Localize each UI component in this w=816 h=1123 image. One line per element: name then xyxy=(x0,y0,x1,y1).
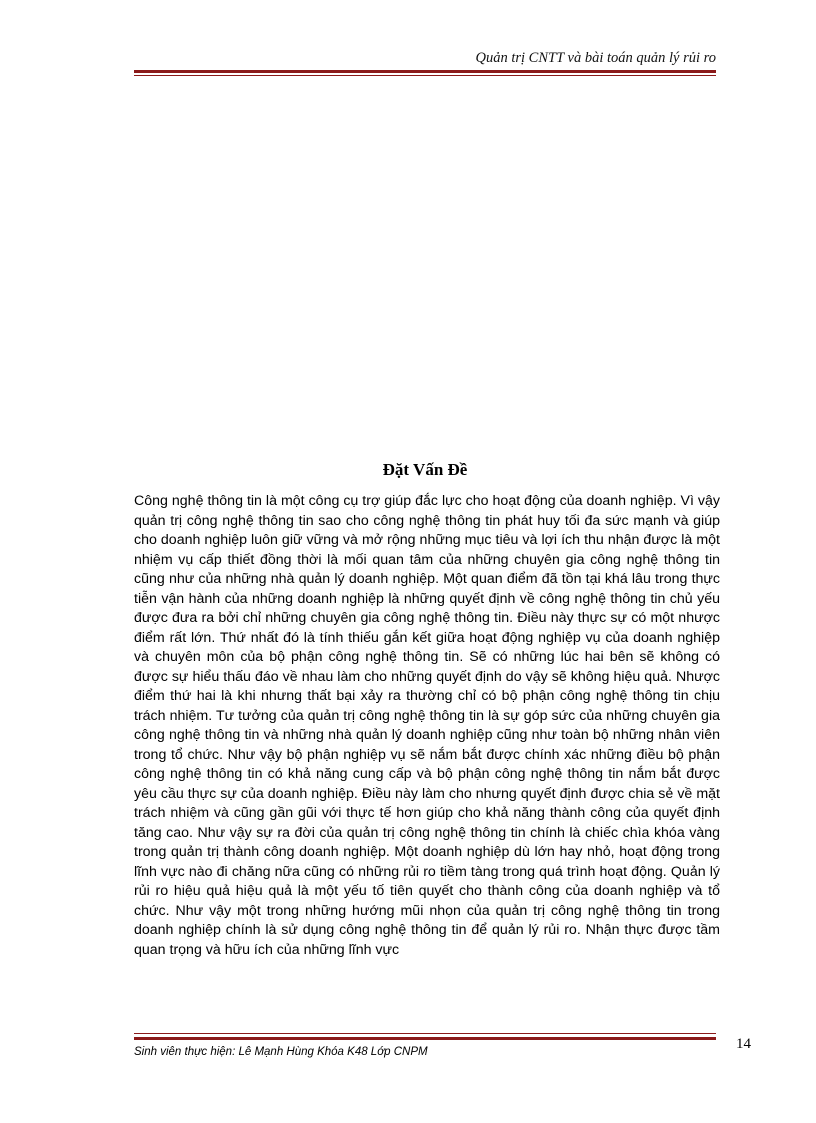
page-number: 14 xyxy=(736,1036,751,1052)
header-rule-thin xyxy=(134,75,716,76)
footer-author: Sinh viên thực hiện: Lê Mạnh Hùng Khóa K48 Lớp CNPM xyxy=(134,1046,428,1058)
footer-rule-thick xyxy=(134,1037,716,1040)
body-paragraph: Công nghệ thông tin là một công cụ trợ giúp đắc lực cho hoạt động của doanh nghiệp. Vì vậy quản trị công nghệ thông tin sao cho công nghệ thông tin phát huy tối đa sức mạnh và giúp cho doanh nghiệp luôn giữ vững và mở rộng những mục tiêu và lợi ích thu nhận được là một nhiệm vụ cấp thiết đồng thời là mối quan tâm của những chuyên gia công nghệ thông tin cũng như của những nhà quản lý doanh nghiệp. Một quan điểm đã tồn tại khá lâu trong thực tiễn vận hành của những doanh nghiệp là những quyết định về công nghệ thông tin chủ yếu được đưa ra bởi chỉ những chuyên gia công nghệ thông tin. Điều này thực sự có một nhược điểm rất lớn. Thứ nhất đó là tính thiếu gắn kết giữa hoạt động nghiệp vụ của doanh nghiệp và chuyên môn của bộ phận công nghệ thông tin. Sẽ có những lúc hai bên sẽ không có được sự hiểu thấu đáo về nhau làm cho những quyết định do vậy sẽ không hiệu quả. Nhược điểm thứ hai là khi nhưng thất bại xảy ra thường chỉ có bộ phận công nghệ thông tin chịu trách nhiệm. Tư tưởng của quản trị công nghệ thông tin là sự góp sức của những chuyên gia công nghệ thông tin và những nhà quản lý doanh nghiệp cũng như toàn bộ những nhân viên trong tổ chức. Như vậy bộ phận nghiệp vụ sẽ nắm bắt được chính xác những điều bộ phận công nghệ thông tin có khả năng cung cấp và bộ phận công nghệ thông tin nắm bắt được yêu cầu thực sự của doanh nghiệp. Điều này làm cho nhưng quyết định được chia sẻ về mặt trách nhiệm và cũng gần gũi với thực tế hơn giúp cho khả năng thành công của quyết định tăng cao. Như vậy sự ra đời của quản trị công nghệ thông tin chính là chiếc chìa khóa vàng trong quản trị thành công doanh nghiệp. Một doanh nghiệp dù lớn hay nhỏ, hoạt động trong lĩnh vực nào đi chăng nữa cũng có những rủi ro tiềm tàng trong quá trình hoạt động. Quản lý rủi ro hiệu quả hiệu quả là một yếu tố tiên quyết cho thành công của doanh nghiệp và tổ chức. Như vậy một trong những hướng mũi nhọn của quản trị công nghệ thông tin trong doanh nghiệp chính là sử dụng công nghệ thông tin để quản lý rủi ro. Nhận thực được tầm quan trọng và hữu ích của những lĩnh vực xyxy=(134,493,720,958)
header-rule-thick xyxy=(134,70,716,73)
section-heading: Đặt Vấn Đề xyxy=(382,460,468,479)
footer-rule-thin xyxy=(134,1033,716,1034)
header-title: Quản trị CNTT và bài toán quản lý rủi ro xyxy=(475,50,716,66)
